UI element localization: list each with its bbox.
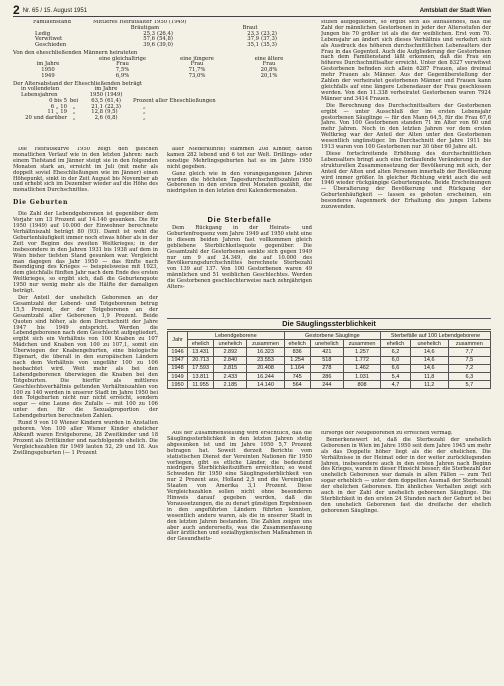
table-cell: 6,3: [448, 372, 490, 380]
table-cell: 836: [284, 348, 310, 356]
paragraph: Die Heiratskurve 1950 zeigt den gleichen monatlichen Verlauf wie in den letzten Jahren: nach einem Tiefstand im Jänner steigt sie in den folgenden Monaten stark an, erreicht im Juli (mit mehr als doppelt soviel Eheschließungen wie im Jänner) einen Höhepunkt, sinkt in der Zeit August bis November ab und erhebt sich im Dezember wieder auf die Höhe des monatlichen Durchschnittes.: [13, 147, 158, 194]
table-cell: „: [143, 109, 146, 116]
publication-name: Amtsblatt der Stadt Wien: [419, 8, 491, 14]
table-cell: (37,3): [261, 36, 277, 43]
table-subhead: zusammen: [247, 340, 284, 348]
table-head: im Jahre: [36, 61, 60, 68]
table-cell: 7,5: [448, 356, 490, 364]
table-cell: 16.244: [247, 372, 284, 380]
table-cell: 6 „ 10: [50, 103, 67, 110]
table-cell: 2.185: [214, 381, 247, 389]
table-cell: (61,4): [105, 97, 121, 104]
table-cell: 14.140: [247, 381, 284, 389]
table-cell: 1.772: [343, 356, 380, 364]
table-cell: 20.408: [247, 364, 284, 372]
table-cell: 1950: [41, 67, 55, 73]
table-cell: 1946: [168, 348, 188, 356]
table-cell: 2.815: [214, 364, 247, 372]
table-cell: 1949: [41, 72, 55, 79]
page-header: [13, 3, 491, 17]
column-left: [13, 147, 158, 680]
header-left: [13, 4, 87, 16]
table-cell: 564: [284, 381, 310, 389]
table-cell: 11.955: [188, 381, 214, 389]
table-head: 1950 (1949): [89, 92, 123, 98]
table-cell: 71,7%: [188, 67, 206, 73]
table-subhead: ehelich: [381, 340, 411, 348]
table-subhead: unehelich: [410, 340, 448, 348]
table-cell: 278: [310, 364, 343, 372]
infant-mortality-table: [167, 331, 491, 389]
paragraph: Diese fortschreitende Erhöhung des durchschnittlichen Lebensalters bringt auch eine fortlaufende Veränderung in der strukturellen Zusammensetzung der Bevölkerung mit sich, der Anteil der Alten und alten Personen innerhalb der Bevölkerung wird immer größer. In gleicher Richtung wirkt auch die seit 1946 wieder rückgängige Geburtenquote. Beide Erscheinungen — Überalterung der Bevölkerung und Rückgang der Geburtenhäufigkeit — lassen es geboten erscheinen, ein besonderes Augenmerk der Erhaltung des jungen Lebens zuzuwenden.: [321, 150, 491, 211]
table-cell: 20,1%: [260, 72, 278, 79]
table-subhead: unehelich: [214, 340, 247, 348]
table-row: [168, 348, 491, 356]
table-cell: 13.431: [188, 348, 214, 356]
column-right-top: [321, 20, 491, 321]
paragraph: Dem Rückgang in der Heirats- und Geburtenfrequenz vom Jahre 1949 auf 1950 steht eine in diesem beiden Jahren fast vollkommen gleich gebliebene Sterblichkeitsquote gegenüber. Die Gesamtzahl der Gestorbenen senkte sich gegen 1949 nur um 9 auf 24.349, die auf 10.000 des Bevölkerungsdurchschnittes berechnete Sterbezahl von 139 auf 137. Von 100 Gestorbenen waren 49 männlichen und 51 weiblichen Geschlechtes. Werden die Gestorbenen geschlechterweise nach zehnjährigen Alters-: [167, 225, 312, 291]
marriage-age-table: [13, 20, 313, 49]
table-cell: 11,2: [410, 381, 448, 389]
table-cell: 5,7: [448, 381, 490, 389]
paragraph: stufen aufgegliedert, so ergibt sich als auffallendes, daß die Zahl der männlichen Gestorbenen in jeder der Altersstufen der Jungen bis 70 größer ist als die der weiblichen. Erst vom 70. Lebensjahr an ändert sich dieses Verhältnis und verkehrt sich als Ausdruck des höheren durchschnittlichen Lebensalters der Frau in das Gegenteil. Auch die Aufgliederung der Gestorbenen nach dem Familienstand läßt erkennen, daß die Frau ein höheres Durchschnittsalter erreicht. Unter den 8327 verwitwet Gestorbenen befinden sich allein 6287 Frauen, also dreimal mehr Frauen als Männer. Aus der Gegenüberstellung der Zahlen der verheiratet gestorbenen Männer und Frauen kann gleichfalls auf eine längere Lebensdauer der Frau geschlossen werden. Von den 11.338 verheiratet Gestorbenen waren 7924 Männer und 3414 Frauen.: [321, 20, 491, 102]
table-head: in vollendeten: [21, 86, 60, 93]
issue-line: Nr. 65 / 15. August 1951: [22, 8, 88, 14]
table-subhead: unehelich: [310, 340, 343, 348]
table-head-groom: Bräutigam: [130, 24, 160, 31]
table-cell: 13.811: [188, 372, 214, 380]
table-cell: (9,5): [105, 109, 118, 116]
table-cell: 12,8: [91, 109, 103, 116]
table-cell: 286: [310, 372, 343, 380]
births-heading: Die Geburten: [13, 199, 69, 207]
table-cell: 57,6: [143, 36, 155, 43]
paragraph: Rund 9 von 10 Wiener Kindern wurden in Anstalten geboren. Von 100 aller Wiener Kinder ehelicher Abkunft waren Erstgeborene, 28 Zweitkinder und 18 Prozent als Drittkinder und nachfolgende ehelich. Die Vergleichszahlen für 1949 lauten 52, 29 und 18. Aus Zwillingsgeburten (— 1 Prozent: [13, 420, 158, 456]
table-cell: 1947: [168, 356, 188, 364]
table-head-rate: Sterbefälle auf 100 Lebendgeborene: [381, 332, 491, 340]
table-cell: 14,6: [410, 348, 448, 356]
table-cell: 20.713: [188, 356, 214, 364]
table-row-status: Verwitwet: [35, 36, 63, 43]
table-cell: „: [72, 115, 76, 121]
table-cell: 1.031: [343, 372, 380, 380]
table-subhead: zusammen: [448, 340, 490, 348]
table-cell: „: [143, 115, 146, 121]
table-cell: 421: [310, 348, 343, 356]
paragraph: Aus der Zusammenstellung wird ersichtlich, daß die Säuglingssterblichkeit in den letzten Jahren stetig abgesunken ist und im Jahre 1950 5,7 Prozent betragen hat. Soweit derzeit Berichte vom statistischen Dienst der Vereinten Nationen für 1950 vorliegen, gibt es etliche Länder, die bedeutend niedrigere Sterblichkeitsziffern erreichten; so weist Schweden für 1950 eine Säuglingssterblichkeit von nur 2 Prozent aus, Holland 2,5 und die Vereinigten Staaten von Amerika 3,1 Prozent. Diese Vergleichszahlen sollen nicht ohne besonderen Hinweis darauf gegeben werden, daß die Voraussetzungen, die zu derart günstigen Ergebnissen in den angeführten Ländern führten konnten, wesentlich andere waren, als die in unserer Stadt in den letzten Jahren bestanden. Die Zahlen zeigen uns aber auch andererseits, was die Zusammenfassung aller ärztlichen und sozialhygienischen Maßnahmen in der Gesundheits-: [167, 431, 312, 543]
table-cell: 745: [284, 372, 310, 380]
first-marriage-heading: Von den eheschließenden Männern heirateten: [13, 49, 138, 56]
paragraph: aller Niederkünfte) stammen 208 Kinder, davon kamen 282 lebend und 6 tot zur Welt. Drillings- oder sonstige Mehrlingsgeburten hat es im Jahre 1950 nicht gegeben.: [167, 147, 312, 170]
table-cell: 6,6: [381, 364, 411, 372]
age-difference-table: [13, 87, 313, 122]
infant-mortality-heading: Die Säuglingssterblichkeit: [167, 318, 491, 330]
column-middle-bottom: [167, 431, 312, 680]
table-cell: 1.462: [343, 364, 380, 372]
table-cell: 20,8%: [260, 67, 278, 73]
table-cell: „: [143, 103, 146, 110]
table-cell: 1.164: [284, 364, 310, 372]
table-cell: 21,1: [91, 103, 103, 110]
age-difference-heading: Der Altersabstand der Eheschließenden beträgt: [13, 80, 143, 87]
table-head: Frau: [190, 61, 204, 68]
table-cell: „: [72, 103, 76, 110]
table-subhead: ehelich: [284, 340, 310, 348]
table-cell: (39,0): [157, 42, 173, 48]
paragraph: Die Zahl der Lebendgeborenen ist gegenüber dem Vorjahr um 13 Prozent auf 14.140 gesunken. Die für 1950 (1949) auf 10.000 der Einwohner berechnete Verhältniszahl beträgt 80 (93). Damit ist wohl die Geburtenhäufigkeit immer noch etwas höher als in der Zeit vor Beginn des zweiten Weltkrieges; in der insbesondere in den Jahren 1931 bis 1938 auf dem in Wien bisher tiefsten Stand gesunken war. Vergleicht man dagegen das Jahr 1950 — das fünfte nach Beendigung des Krieges — beispielsweise mit 1923, dem gleichfalls fünften Jahr nach dem Ende des ersten Weltkrieges, so ergibt sich, daß die Geburtenquote 1950 nur wenig mehr als die Hälfte der damaligen beträgt.: [13, 211, 158, 295]
table-cell: 2,6: [94, 115, 103, 121]
table-row-status: Geschieden: [35, 42, 67, 48]
column-right-bottom: [321, 431, 491, 680]
table-cell: 73,0%: [188, 72, 206, 79]
table-cell: 23,3: [247, 30, 259, 37]
table-head-year: Jahr: [168, 332, 188, 348]
table-cell: 23.553: [247, 356, 284, 364]
table-cell: 518: [310, 356, 343, 364]
table-cell: 2.433: [214, 372, 247, 380]
age-relation-table: [13, 57, 313, 80]
table-cell: (35,3): [261, 42, 277, 48]
table-head-live: Lebendgeborene: [188, 332, 285, 340]
table-head-dead: Gestorbene Säuglinge: [284, 332, 381, 340]
table-cell: (54,8): [157, 36, 173, 43]
table-head-bride: Braut: [242, 24, 258, 31]
table-cell: 808: [343, 381, 380, 389]
table-head: Frau: [262, 61, 276, 68]
table-cell: Prozent aller Eheschließungen: [133, 97, 216, 104]
table-subhead: ehelich: [188, 340, 214, 348]
table-cell: 14,6: [410, 364, 448, 372]
table-cell: „: [72, 109, 76, 116]
table-head: eine ältere: [254, 55, 284, 62]
table-cell: 14,6: [410, 356, 448, 364]
paragraph: Der Anteil der unehelich Geborenen an der Gesamtzahl der Lebend- und Totgeborenen betrug 15,5 Prozent, der der Totgeborenen an der Gesamtzahl aller Geborenen 1,9 Prozent. Beide Quoten sind höher, als dem Durchschnitt der Jahre 1947 bis 1949 entspricht. Werden die Lebendgeborenen nach dem Geschlecht aufgegliedert, ergibt sich ein Verhältnis von 100 Knaben zu 107 Mädchen und Knaben von 100 zu 107,1, somit ein Überwiegen der Knabengeburten, eine biologische Eigenart, die überall in den europäischen Ländern nach dem Verhältnis von ungefähr 100 zu 106 beobachtet wird. Weit mehr als bei den Lebendgeborenen überwiegen die Knaben bei den Totgeburten. Die hierfür als mittleres Geschlechtsverhältnis geltenden Verhältniszahlen von 100 zu 140 werden in unserer Stadt im Jahre 1950 bei den Totgeburten nicht nur nicht erreicht, sondern sogar — eine Laune des Zufalls — mit 100 zu 106 unter den für die Sexualproportion der Lebendgeburten berechneten Zahlen.: [13, 295, 158, 420]
paragraph: Die Berechnung des Durchschnittsalters der Gestorbenen ergibt — unter Ausschluß der im ersten Lebensjahr gestorbenen Säuglinge — für den Mann 64,5, für die Frau 67,6 Jahre. Von 100 Gestorbenen standen 71 im Alter von 60 und mehr Jahren. Noch in den letzten Jahren vor dem ersten Weltkrieg war der Anteil der Alten unter den Gestorbenen wesentlich ungünstiger. Im Durchschnitt der Jahre 1911 bis 1913 waren von 100 Gestorbenen nur 30 über 60 Jahre alt.: [321, 102, 491, 151]
table-cell: 2.892: [214, 348, 247, 356]
table-row-status: Ledig: [35, 30, 51, 37]
table-cell: 4,7: [381, 381, 411, 389]
column-middle-top: [167, 147, 312, 211]
table-cell: 39,6: [143, 42, 155, 48]
table-cell: 16.323: [247, 348, 284, 356]
table-cell: 244: [310, 381, 343, 389]
table-cell: 1950: [168, 381, 188, 389]
paragraph: fürsorge der Neugeborenen zu erreichen vermag.: [321, 431, 453, 436]
table-cell: (23,2): [261, 30, 277, 37]
table-cell: bei: [69, 97, 79, 104]
page-number: 2: [13, 3, 20, 17]
table-cell: 5,4: [381, 372, 411, 380]
paragraph: Bemerkenswert ist, daß die Sterbezahl der unehelich Geborenen in Wien im Jahre 1950 seit dem Jahre 1945 um mehr als das Doppelte höher liegt als die der ehelichen. Die Verhältnisse in der Heimat oder in der weiter zurückliegenden Jahren, insbesondere auch in den ersten Jahren nach Beginn des Krieges, waren in dieser Hinsicht besser; die Sterbezahl der unehelich Geborenen war damals in allen Fällen — zum Teil sogar erheblich — unter dem doppelten Ausmaß der Sterbezahl der ehelichen Geborenen. Ein ähnliches Verhalten zeigt sich auch in der Zahl der unehelich geborenen Säuglinge. Die Sterblichkeit in den ersten 24 Stunden nach der Geburt ist bei den unehelich Geborenen fast die dreifache der ehelich geborenen Säuglinge.: [321, 436, 491, 514]
table-cell: 2.840: [214, 356, 247, 364]
table-cell: 6,0: [381, 356, 411, 364]
deaths-section: [167, 214, 312, 314]
table-head: eine jüngere: [180, 55, 214, 62]
table-cell: 20 und darüber: [25, 115, 67, 121]
table-cell: 11,8: [410, 372, 448, 380]
table-cell: 1948: [168, 364, 188, 372]
table-cell: (22,3): [105, 103, 121, 110]
deaths-heading: Die Sterbefälle: [207, 215, 272, 224]
table-cell: 37,9: [247, 36, 259, 43]
table-cell: 11 „ 19: [47, 109, 67, 116]
table-cell: (6,8): [105, 115, 118, 121]
table-head-status: Familienstand: [33, 20, 71, 25]
table-head: im Jahre: [94, 86, 118, 93]
table-row: [168, 356, 491, 364]
table-head: Lebensjahren: [21, 92, 58, 98]
table-cell: 25,3: [143, 30, 155, 37]
table-cell: 0 bis 5: [49, 97, 67, 104]
table-head: eine gleichaltrige: [98, 55, 147, 62]
table-cell: 7,7: [448, 348, 490, 356]
infant-mortality-section: [167, 318, 491, 428]
table-cell: 1949: [168, 372, 188, 380]
table-cell: 1.257: [343, 348, 380, 356]
table-row: [168, 381, 491, 389]
table-row: [168, 372, 491, 380]
table-head-age: Mittleres Heiratsalter 1950 (1949): [93, 20, 187, 25]
table-row: [168, 364, 491, 372]
table-cell: 6,9%: [115, 72, 130, 79]
table-cell: 7,5%: [115, 67, 130, 73]
table-cell: 1.254: [284, 356, 310, 364]
table-cell: (26,4): [157, 30, 173, 37]
table-cell: 6,2: [381, 348, 411, 356]
table-cell: 63,5: [91, 97, 103, 104]
paragraph: Ganz gleich wie in den vorangegangenen Jahren wurden die höchsten Tagesdurchschnittszahlen der Geborenen in den ersten drei Monaten gezählt, die niedrigsten in den letzten drei Kalendermonaten.: [167, 170, 312, 195]
table-cell: 17.593: [188, 364, 214, 372]
table-head: Frau: [116, 61, 129, 68]
table-subhead: zusammen: [343, 340, 380, 348]
marriage-statistics: [13, 20, 313, 146]
table-cell: 35,1: [247, 42, 259, 48]
table-cell: 7,2: [448, 364, 490, 372]
